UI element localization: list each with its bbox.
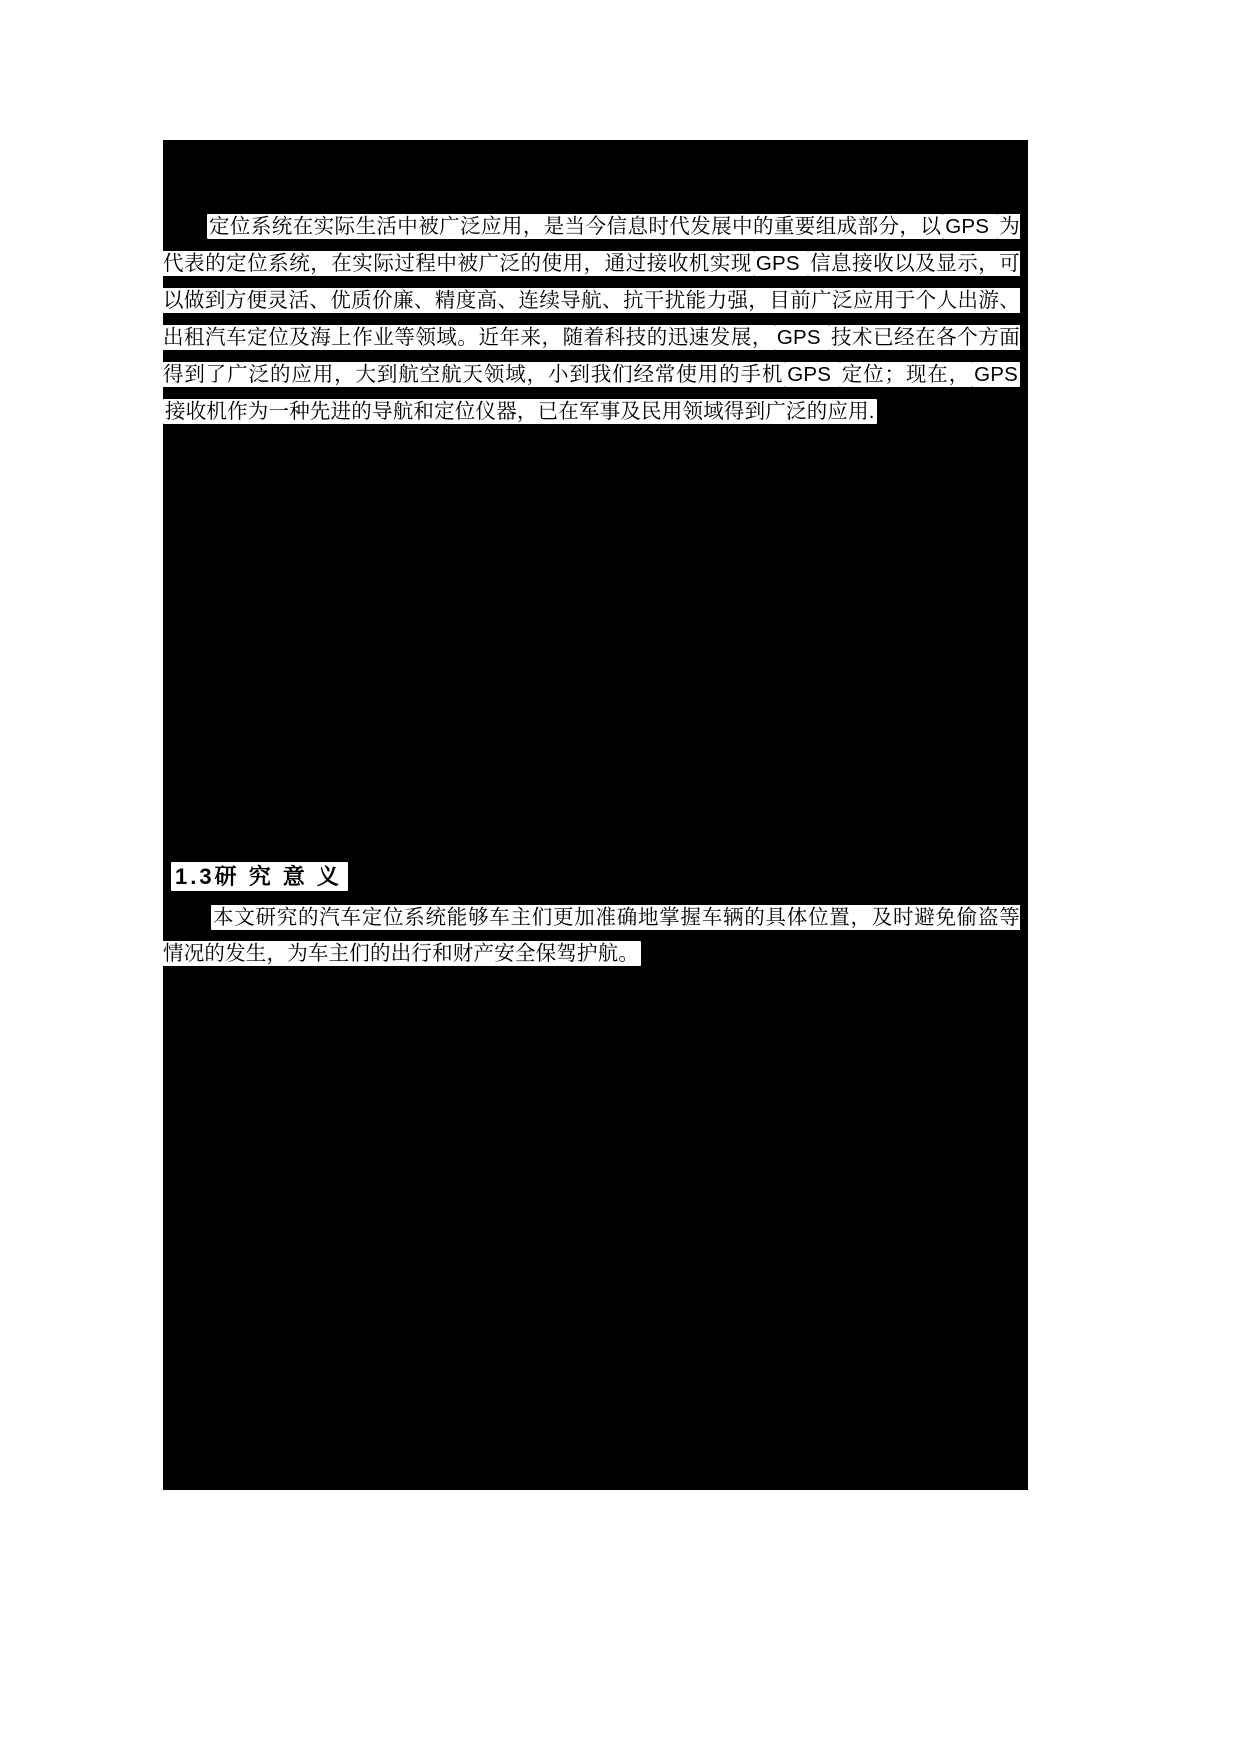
intro-run-gps-2: GPS (755, 252, 807, 275)
section-heading (163, 860, 1028, 894)
intro-paragraph (163, 140, 1028, 430)
significance-paragraph (163, 894, 1028, 972)
intro-run-2: 为代表的定位系统，在实际过程中被广泛的使用，通过接收机实现 (163, 215, 1020, 275)
intro-run-5: 定位；现在， (841, 363, 971, 386)
page-body (163, 140, 1028, 1490)
intro-run-gps-5: GPS (974, 363, 1018, 386)
intro-run-6: 接收机作为一种先进的导航和定位仪器，已在军事及民用领域得到广泛的应用. (165, 400, 875, 423)
intro-run-gps-3: GPS (776, 326, 828, 349)
intro-run-gps-4: GPS (787, 363, 838, 386)
significance-run-1: 本文研究的汽车定位系统能够车主们更加准确地掌握车辆的具体位置，及时避免偷盗等情况的发生，为车主们的出行和财产安全保驾护航。 (163, 906, 1020, 965)
intro-run-4: 技术已经在各个方面得到了广泛的应用，大到航空航天领域，小到我们经常使用的手机 (163, 326, 1020, 386)
vertical-spacer-lower (163, 972, 1028, 1442)
intro-run-1: 定位系统在实际生活中被广泛应用，是当今信息时代发展中的重要组成部分，以 (209, 215, 942, 238)
vertical-spacer-upper (163, 430, 1028, 860)
intro-run-gps-1: GPS (945, 215, 996, 238)
intro-run-3: 信息接收以及显示，可以做到方便灵活、优质价廉、精度高、连续导航、抗干扰能力强，目前广泛应用于个人出游、出租汽车定位及海上作业等领域。近年来，随着科技的迅速发展， (163, 252, 1020, 349)
document-content (163, 140, 1028, 1442)
section-heading-text: 1.3研 究 意 义 (171, 862, 348, 891)
